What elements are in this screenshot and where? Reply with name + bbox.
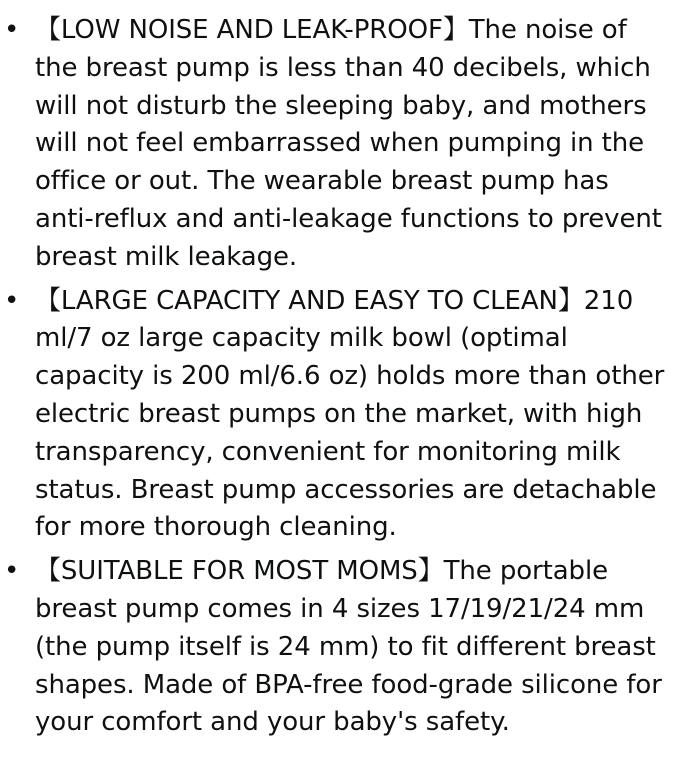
bullet-text-large-capacity: 【LARGE CAPACITY AND EASY TO CLEAN】210 ml/7 oz large capacity milk bowl (optimal capacity is 200 ml/6.6 oz) holds more than other electric breast pumps on the market, with high transparency, convenient for monitoring milk status. Breast pump accessories are detachable for more thorough cleaning.: [35, 285, 665, 543]
feature-bullet-list: [0, 12, 679, 742]
bullet-low-noise: [0, 12, 679, 277]
bullet-dot-icon: •: [4, 285, 20, 316]
bullet-dot-icon: •: [4, 556, 20, 587]
bullet-large-capacity: [0, 283, 679, 548]
bullet-dot-icon: •: [4, 15, 20, 45]
bullet-text-low-noise: 【LOW NOISE AND LEAK-PROOF】The noise of the breast pump is less than 40 decibels, which will not disturb the sleeping baby, and mothers will not feel embarrassed when pumping in the office or out. The wearable breast pump has anti-reflux and anti-leakage functions to prevent breast milk leakage.: [35, 15, 662, 272]
bullet-suitable-moms: [0, 553, 679, 742]
bullet-text-suitable-moms: 【SUITABLE FOR MOST MOMS】The portable breast pump comes in 4 sizes 17/19/21/24 mm (the pump itself is 24 mm) to fit different breast shapes. Made of BPA-free food-grade silicone for your comfort and your baby's safety.: [35, 556, 662, 738]
